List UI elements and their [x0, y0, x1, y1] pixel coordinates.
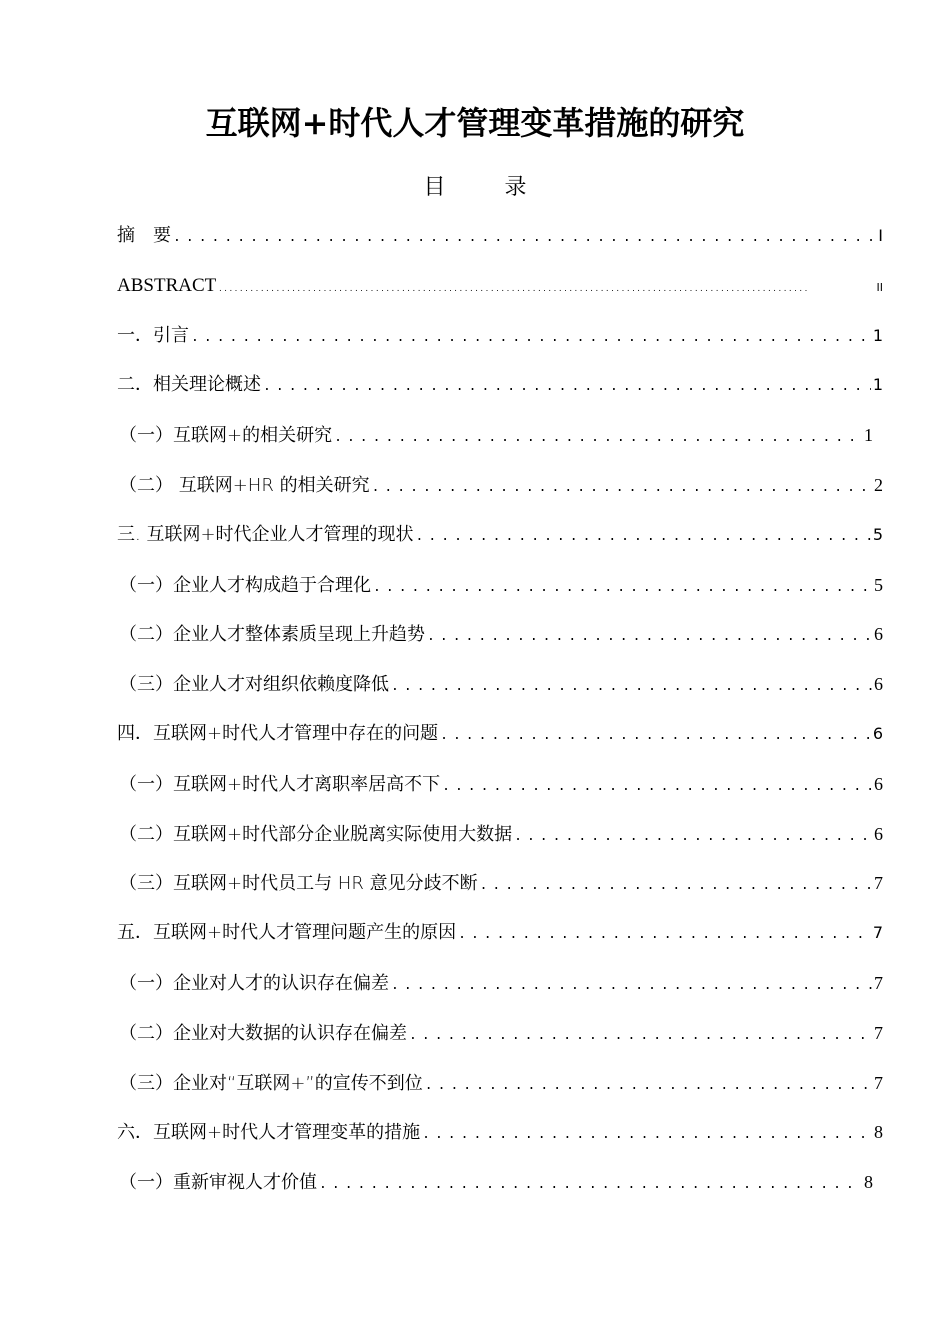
toc-dot-leader [409, 1018, 872, 1054]
toc-page-number: 6 [872, 723, 883, 743]
toc-entry[interactable] [117, 1114, 883, 1164]
toc-entry-title: （三）互联网+时代员工与 HR 意见分歧不断 [119, 873, 478, 895]
document-title: 互联网+时代人才管理变革措施的研究 [205, 104, 745, 142]
toc-heading: 目 录 [423, 175, 553, 200]
toc-entry[interactable] [117, 1015, 883, 1065]
toc-page-number: I [878, 226, 883, 245]
toc-entry-title: （一）互联网+的相关研究 [119, 425, 333, 447]
toc-entry-title: （三）企业对“互联网+”的宣传不到位 [119, 1072, 423, 1094]
toc-page-number: 6 [874, 823, 883, 844]
toc-dot-leader [334, 420, 862, 456]
toc-dot-leader [319, 1167, 862, 1203]
toc-dot-leader [514, 819, 872, 855]
toc-entry-title: （一）互联网+时代人才离职率居高不下 [119, 773, 441, 795]
toc-page-number: 6 [874, 773, 883, 794]
toc-entry-title: 六．互联网+时代人才管理变革的措施 [117, 1122, 421, 1144]
toc-dot-leader [425, 1068, 872, 1104]
toc-page-number: 7 [874, 873, 883, 894]
toc-dot-leader [440, 718, 871, 754]
toc-page-number: II [876, 280, 883, 294]
toc-dot-leader [442, 769, 872, 805]
toc-page-number: 1 [872, 325, 883, 345]
toc-dot-leader [372, 470, 872, 506]
toc-page-number: 6 [874, 624, 883, 645]
toc-dot-leader [373, 570, 872, 606]
toc-entry[interactable] [117, 367, 883, 417]
toc-entry[interactable] [117, 318, 883, 368]
toc-page-number: 2 [874, 474, 883, 495]
toc-page-number: 1 [872, 375, 883, 395]
toc-entry[interactable] [117, 417, 873, 467]
toc-page-number: 8 [864, 1172, 873, 1193]
toc-entry-title: （二） 互联网+HR 的相关研究 [119, 474, 370, 496]
toc-entry[interactable] [117, 467, 883, 517]
toc-entry-title: （一）企业人才构成趋于合理化 [119, 574, 371, 596]
toc-entry[interactable] [117, 865, 883, 915]
toc-dot-leader [391, 669, 872, 705]
toc-dot-leader [263, 369, 871, 405]
toc-entry[interactable] [117, 766, 883, 816]
toc-entry-title: （一）重新审视人才价值 [119, 1172, 317, 1194]
toc-entry[interactable] [117, 965, 883, 1015]
toc-entry-title: ABSTRACT [117, 274, 217, 296]
toc-entry-title: 四．互联网+时代人才管理中存在的问题 [117, 722, 439, 744]
toc-entry-title: 五．互联网+时代人才管理问题产生的原因 [117, 922, 457, 944]
toc-entry[interactable] [117, 268, 883, 318]
toc-entry[interactable] [117, 616, 883, 666]
table-of-contents [117, 218, 883, 1214]
toc-entry-title: （三）企业人才对组织依赖度降低 [119, 674, 389, 696]
toc-page-number: 7 [872, 923, 883, 943]
toc-entry-title: （一）企业对人才的认识存在偏差 [119, 972, 389, 994]
toc-dot-leader [173, 220, 876, 256]
toc-entry[interactable] [117, 666, 883, 716]
toc-entry[interactable] [117, 915, 883, 965]
toc-entry[interactable] [117, 218, 883, 268]
toc-entry[interactable] [117, 567, 883, 617]
toc-page-number: 1 [864, 425, 873, 446]
toc-page-number: 6 [874, 674, 883, 695]
toc-entry[interactable] [117, 1065, 883, 1115]
toc-dot-leader [422, 1117, 872, 1153]
toc-entry[interactable] [117, 716, 883, 766]
toc-dot-leader [416, 519, 871, 555]
toc-dot-leader [458, 917, 871, 953]
toc-entry-title: 二．相关理论概述 [117, 374, 261, 396]
toc-page-number: 7 [874, 972, 883, 993]
toc-entry-title: 一．引言 [117, 324, 189, 346]
toc-entry-title: （二）企业对大数据的认识存在偏差 [119, 1022, 407, 1044]
toc-page-number: 7 [874, 1022, 883, 1043]
toc-entry[interactable] [117, 816, 883, 866]
toc-page-number: 5 [872, 524, 883, 544]
toc-page-number: 5 [874, 574, 883, 595]
toc-page-number: 8 [874, 1122, 883, 1143]
toc-entry-title: （二）互联网+时代部分企业脱离实际使用大数据 [119, 823, 513, 845]
toc-entry-title: 三. 互联网+时代企业人才管理的现状 [117, 523, 414, 545]
toc-dot-leader [218, 271, 874, 307]
toc-entry-title: （二）企业人才整体素质呈现上升趋势 [119, 624, 425, 646]
toc-dot-leader [480, 868, 872, 904]
toc-page-number: 7 [874, 1072, 883, 1093]
toc-entry[interactable] [117, 517, 883, 567]
toc-dot-leader [191, 320, 871, 356]
toc-dot-leader [427, 619, 872, 655]
toc-dot-leader [391, 968, 872, 1004]
toc-entry[interactable] [117, 1164, 873, 1214]
toc-entry-title: 摘 要 [117, 225, 171, 246]
